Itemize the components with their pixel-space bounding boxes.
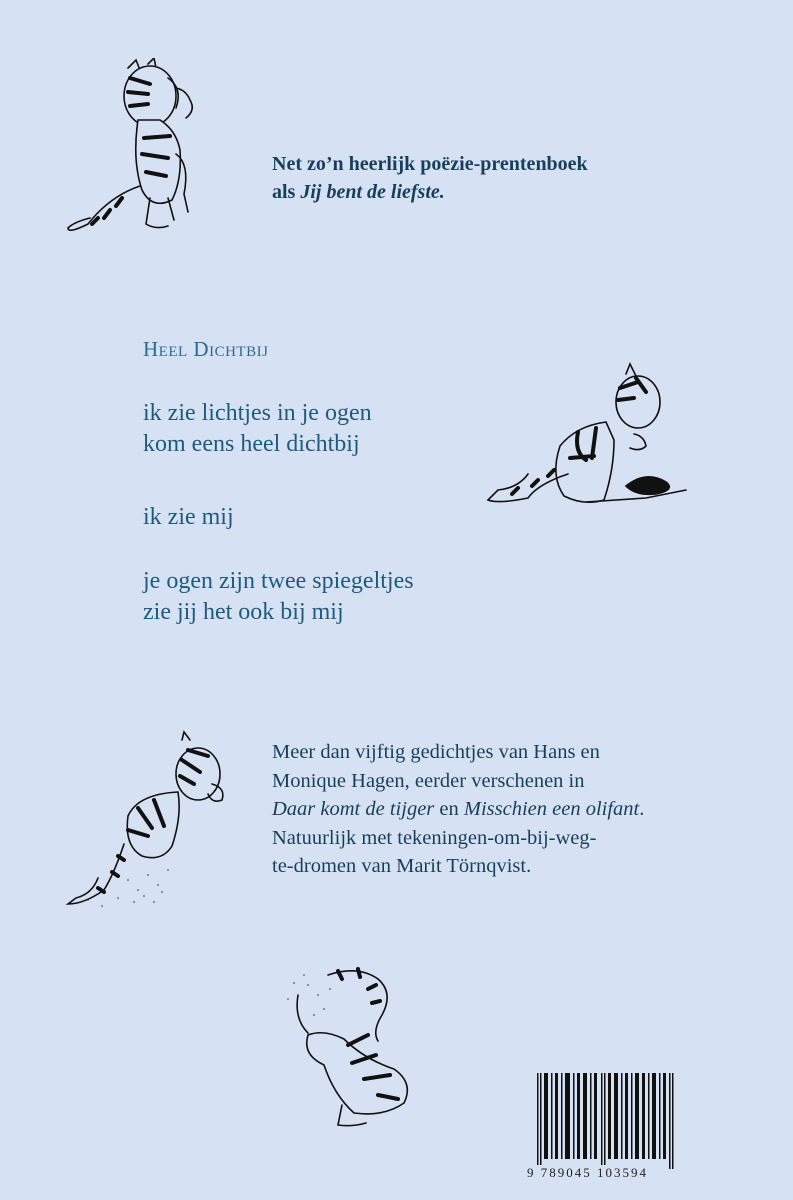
blurb-line: Meer dan vijftig gedichtjes van Hans en [272, 741, 600, 763]
tiger-child-illustration [268, 955, 428, 1135]
poem-line: ik zie mij [143, 504, 234, 530]
tagline-line-1: Net zo’n heerlijk poëzie-prentenboek [272, 153, 588, 175]
blurb-line: te-dromen van Marit Törnqvist. [272, 855, 532, 877]
back-cover-blurb [272, 738, 644, 881]
book-title-1: Daar komt de tijger [272, 798, 435, 820]
blurb-line: Natuurlijk met tekeningen-om-bij-weg- [272, 826, 597, 849]
tiger-child-illustration [58, 58, 228, 238]
tiger-child-illustration [486, 362, 696, 512]
blurb-line: Monique Hagen, eerder verschenen in [272, 769, 585, 792]
isbn-barcode [527, 1073, 687, 1181]
referenced-book-title: Jij bent de liefste. [300, 181, 445, 203]
blurb-line: Daar komt de tijger en Misschien een olifant. [272, 798, 645, 820]
poem-title: Heel Dichtbij [143, 337, 269, 361]
poem-line: zie jij het ook bij mij [143, 599, 344, 625]
poem-stanza-2 [143, 502, 234, 533]
tagline-line-2: als Jij bent de liefste. [272, 181, 445, 203]
book-title-2: Misschien een olifant [463, 798, 640, 820]
isbn-digits: 9 789045 103594 [527, 1165, 648, 1180]
poem-line: je ogen zijn twee spiegeltjes [143, 568, 414, 594]
poem-line: ik zie lichtjes in je ogen [143, 400, 372, 426]
poem-line: kom eens heel dichtbij [143, 431, 360, 457]
poem-stanza-1 [143, 398, 372, 460]
tiger-child-illustration [58, 730, 238, 910]
barcode-bars-icon [527, 1073, 687, 1169]
tagline [272, 150, 588, 206]
poem-stanza-3 [143, 566, 414, 628]
